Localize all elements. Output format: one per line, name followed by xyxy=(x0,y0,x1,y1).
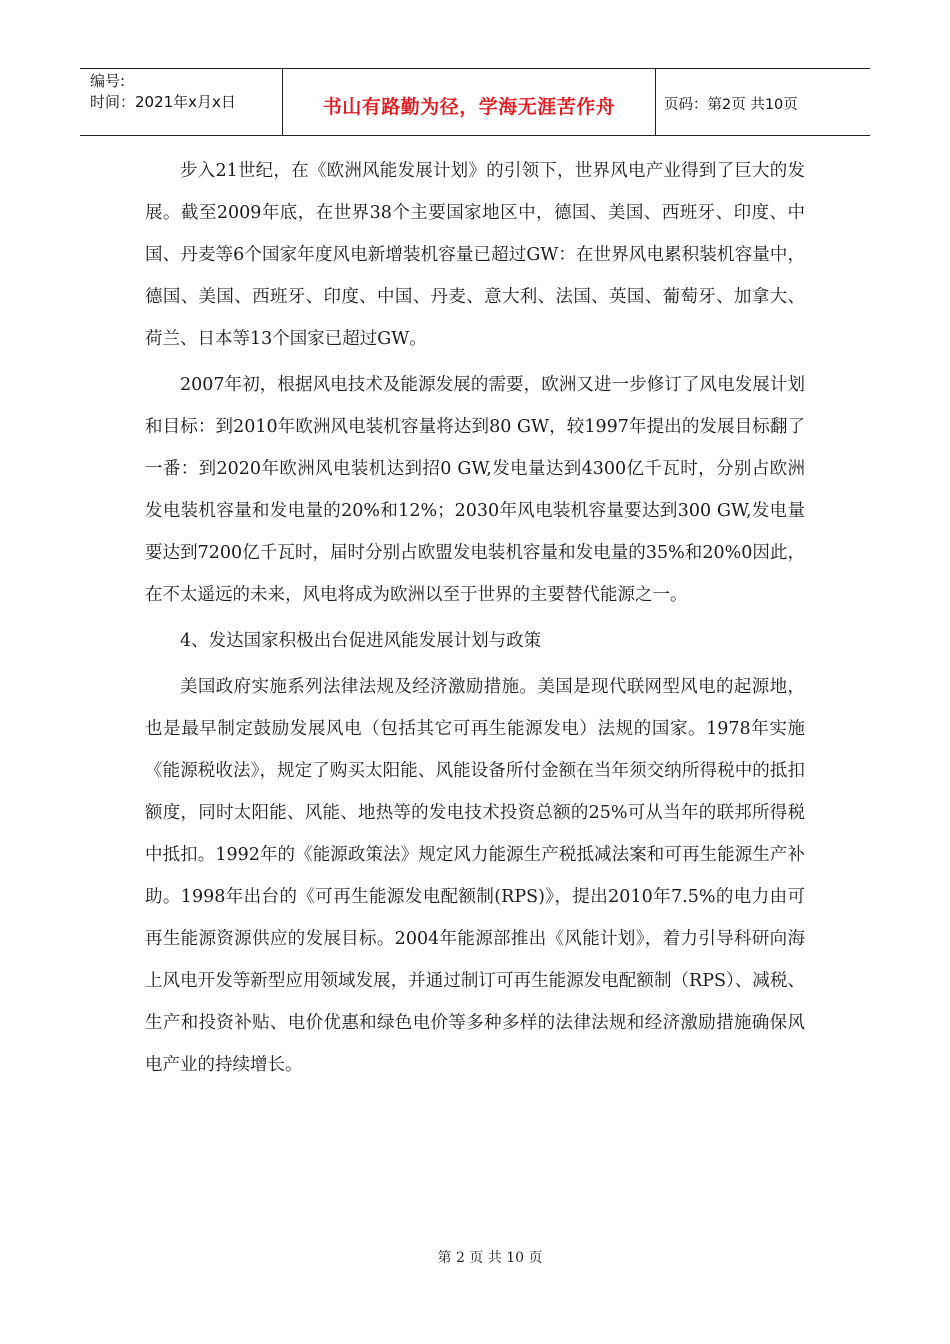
paragraph: 步入21世纪，在《欧洲风能发展计划》的引领下，世界风电产业得到了巨大的发展。截至2009年底，在世界38个主要国家地区中，德国、美国、西班牙、印度、中国、丹麦等6个国家年度风电新增装机容量已超过GW：在世界风电累积装机容量中，德国、美国、西班牙、印度、中国、丹麦、意大利、法国、英国、葡萄牙、加拿大、荷兰、日本等13个国家已超过GW。 xyxy=(145,161,805,349)
header-page-cell xyxy=(656,69,870,135)
page-footer: 第 2 页 共 10 页 xyxy=(437,1250,543,1266)
doc-number-label: 编号: xyxy=(90,72,126,90)
paragraph: 2007年初，根据风电技术及能源发展的需要，欧洲又进一步修订了风电发展计划和目标：到2010年欧洲风电装机容量将达到80 GW，较1997年提出的发展目标翻了一番：到2020年欧洲风电装机达到招0 GW,发电量达到4300亿千瓦时，分别占欧洲发电装机容量和发电量的20%和12%；2030年风电装机容量要达到300 GW,发电量要达到7200亿千瓦时，届时分别占欧盟发电装机容量和发电量的35%和20%0因此，在不太遥远的未来，风电将成为欧洲以至于世界的主要替代能源之一。 xyxy=(145,375,805,605)
header-meta xyxy=(80,69,282,135)
header-motto-cell xyxy=(282,69,656,135)
page-header xyxy=(80,68,870,136)
page-number-label: 页码：第2页 共10页 xyxy=(664,96,798,113)
document-body xyxy=(145,150,805,1090)
date-label: 时间：2021年x月x日 xyxy=(90,93,236,111)
paragraph: 美国政府实施系列法律法规及经济激励措施。美国是现代联网型风电的起源地，也是最早制定鼓励发展风电（包括其它可再生能源发电）法规的国家。1978年实施《能源税收法》，规定了购买太阳能、风能设备所付金额在当年须交纳所得税中的抵扣额度，同时太阳能、风能、地热等的发电技术投资总额的25%可从当年的联邦所得税中抵扣。1992年的《能源政策法》规定风力能源生产税抵减法案和可再生能源生产补助。1998年出台的《可再生能源发电配额制(RPS)》，提出2010年7.5%的电力由可再生能源资源供应的发展目标。2004年能源部推出《风能计划》，着力引导科研向海上风电开发等新型应用领域发展，并通过制订可再生能源发电配额制（RPS）、减税、生产和投资补贴、电价优惠和绿色电价等多种多样的法律法规和经济激励措施确保风电产业的持续增长。 xyxy=(145,677,805,1075)
motto: 书山有路勤为径，学海无涯苦作舟 xyxy=(322,95,616,118)
section-heading: 4、发达国家积极出台促进风能发展计划与政策 xyxy=(180,631,542,651)
